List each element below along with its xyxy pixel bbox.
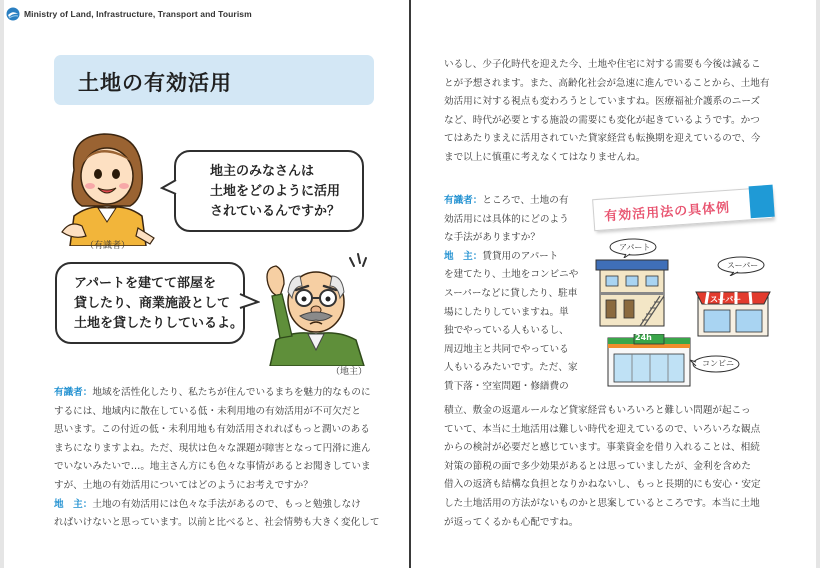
ministry-name: Ministry of Land, Infrastructure, Transport and Tourism bbox=[24, 9, 252, 19]
moderator-caption: （有識者） bbox=[85, 241, 131, 251]
examples-heading-text: 有効活用法の具体例 bbox=[603, 200, 731, 225]
text-line: ところで、土地の有 bbox=[482, 195, 569, 206]
moderator-speech-bubble bbox=[174, 150, 364, 232]
speaker-label: 有識者： bbox=[54, 387, 93, 398]
page-edge-right bbox=[816, 0, 820, 568]
text-line: とが予想されます。また、高齢化社会が急速に進んでいることから、土地有 bbox=[444, 77, 770, 89]
text-line: まちになりますよね。ただ、現状は色々な課題が障害となって円滑に進ん bbox=[54, 442, 371, 454]
store-sign: 24h bbox=[635, 333, 652, 342]
left-dialogue-text bbox=[54, 384, 384, 533]
moderator-bubble-line: 土地をどのように活用 bbox=[210, 184, 341, 199]
text-line: 効活用に対する視点も変わろうとしていますね。医療福祉介護系のニーズ bbox=[444, 96, 761, 108]
text-line: 独でやっている人もいるし、 bbox=[444, 325, 569, 337]
text-line: スーパーなどに貸したり、駐車 bbox=[444, 287, 578, 299]
text-line: まで以上に慎重に考えなくてはなりませんね。 bbox=[444, 151, 646, 163]
right-top-text bbox=[444, 56, 774, 168]
text-line: な手法がありますか？ bbox=[444, 232, 540, 244]
apartment-label: アパート bbox=[619, 243, 651, 252]
text-line: すが、土地の有効活用についてはどのようにお考えですか？ bbox=[54, 479, 313, 491]
supermarket-sign: スーパー bbox=[710, 295, 742, 304]
text-line: ていて、本当に土地活用は難しい時代を迎えているので、いろいろな観点 bbox=[444, 423, 761, 435]
text-line: など、時代が必要とする施設の需要にも変化が起きているようです。かつ bbox=[444, 114, 760, 126]
speaker-label: 地 主： bbox=[444, 250, 483, 262]
text-line: 周辺地主と共同でやっている bbox=[444, 343, 569, 355]
text-line: が返ってくるかも心配ですね。 bbox=[444, 516, 579, 528]
speaker-label: 地 主： bbox=[54, 498, 93, 510]
text-line: 借入の返済も結構な負担となりかねないし、もっと長期的にも安心・安定 bbox=[444, 479, 761, 491]
supermarket-label: スーパー bbox=[727, 261, 759, 270]
moderator-character-illustration bbox=[60, 128, 168, 246]
speaker-label: 有識者： bbox=[444, 195, 483, 206]
convenience-label: コンビニ bbox=[702, 359, 734, 368]
right-bottom-text bbox=[444, 402, 774, 532]
text-line: を建てたり、土地をコンビニや bbox=[444, 269, 579, 281]
landowner-speech-bubble bbox=[55, 262, 245, 344]
text-line: 賃貸用のアパート bbox=[482, 250, 559, 262]
bubble-tail-icon bbox=[238, 292, 260, 312]
landowner-character-illustration bbox=[258, 250, 376, 366]
convenience-store-icon bbox=[606, 334, 692, 388]
apartment-icon bbox=[594, 258, 672, 328]
landowner-bubble-line: アパートを建てて部屋を bbox=[74, 276, 216, 291]
text-line: 地域を活性化したり、私たちが住んでいるまちを魅力的なものに bbox=[92, 387, 371, 398]
text-line: ればいけないと思っています。以前と比べると、社会情勢も大きく変化して bbox=[54, 517, 380, 529]
landowner-bubble-line: 土地を貸したりしているよ。 bbox=[74, 316, 244, 331]
page-title: 土地の有効活用 bbox=[78, 71, 232, 95]
text-line: 対策の節税の面で多少効果があるとは思っていましたが、金利を含めた bbox=[444, 460, 751, 472]
text-line: 積立、敷金の返還ルールなど貸家経営もいろいろと難しい問題が起こっ bbox=[444, 405, 751, 416]
text-line: でいないみたいで…。地主さん方にも色々な事情があるとお聞きしていま bbox=[54, 461, 371, 473]
moderator-bubble-line: されているんですか？ bbox=[210, 204, 341, 219]
text-line: 土地の有効活用には色々な手法があるので、もっと勉強しなけ bbox=[92, 498, 361, 510]
text-line: からの検討が必要だと感じています。事業資金を借り入れることは、相続 bbox=[444, 442, 760, 454]
text-line: 効活用には具体的にどのよう bbox=[444, 213, 569, 225]
heading-tab bbox=[749, 185, 775, 219]
text-line: 場にしたりしていますね。単 bbox=[444, 306, 569, 318]
examples-heading bbox=[592, 187, 773, 231]
text-line: するには、地域内に散在している低・未利用地の有効活用が不可欠だと bbox=[54, 405, 361, 417]
bubble-tail-icon bbox=[160, 178, 178, 198]
moderator-bubble-line: 地主のみなさんは bbox=[210, 164, 315, 179]
text-line: 人もいるみたいです。ただ、家 bbox=[444, 362, 578, 374]
landowner-caption: （地主） bbox=[331, 367, 368, 377]
text-line: した土地活用の方法がないものかと思案しているところです。本当に土地 bbox=[444, 497, 760, 509]
landowner-bubble-line: 貸したり、商業施設として bbox=[74, 296, 231, 311]
right-middle-text bbox=[444, 192, 584, 397]
ministry-logo-icon bbox=[6, 7, 20, 21]
text-line: 賃下落・空室問題・修繕費の bbox=[444, 380, 569, 392]
supermarket-icon bbox=[694, 280, 772, 338]
text-line: いるし、少子化時代を迎えた今、土地や住宅に対する需要も今後は減るこ bbox=[444, 59, 761, 70]
page-gutter bbox=[409, 0, 411, 568]
title-box bbox=[54, 55, 374, 105]
page-edge-left bbox=[0, 0, 4, 568]
text-line: てはあたりまえに活用されていた貸家経営も転換期を迎えているので、今 bbox=[444, 133, 761, 145]
text-line: 思います。この付近の低・未利用地も有効活用されればもっと潤いのある bbox=[54, 424, 370, 436]
header bbox=[6, 6, 252, 22]
